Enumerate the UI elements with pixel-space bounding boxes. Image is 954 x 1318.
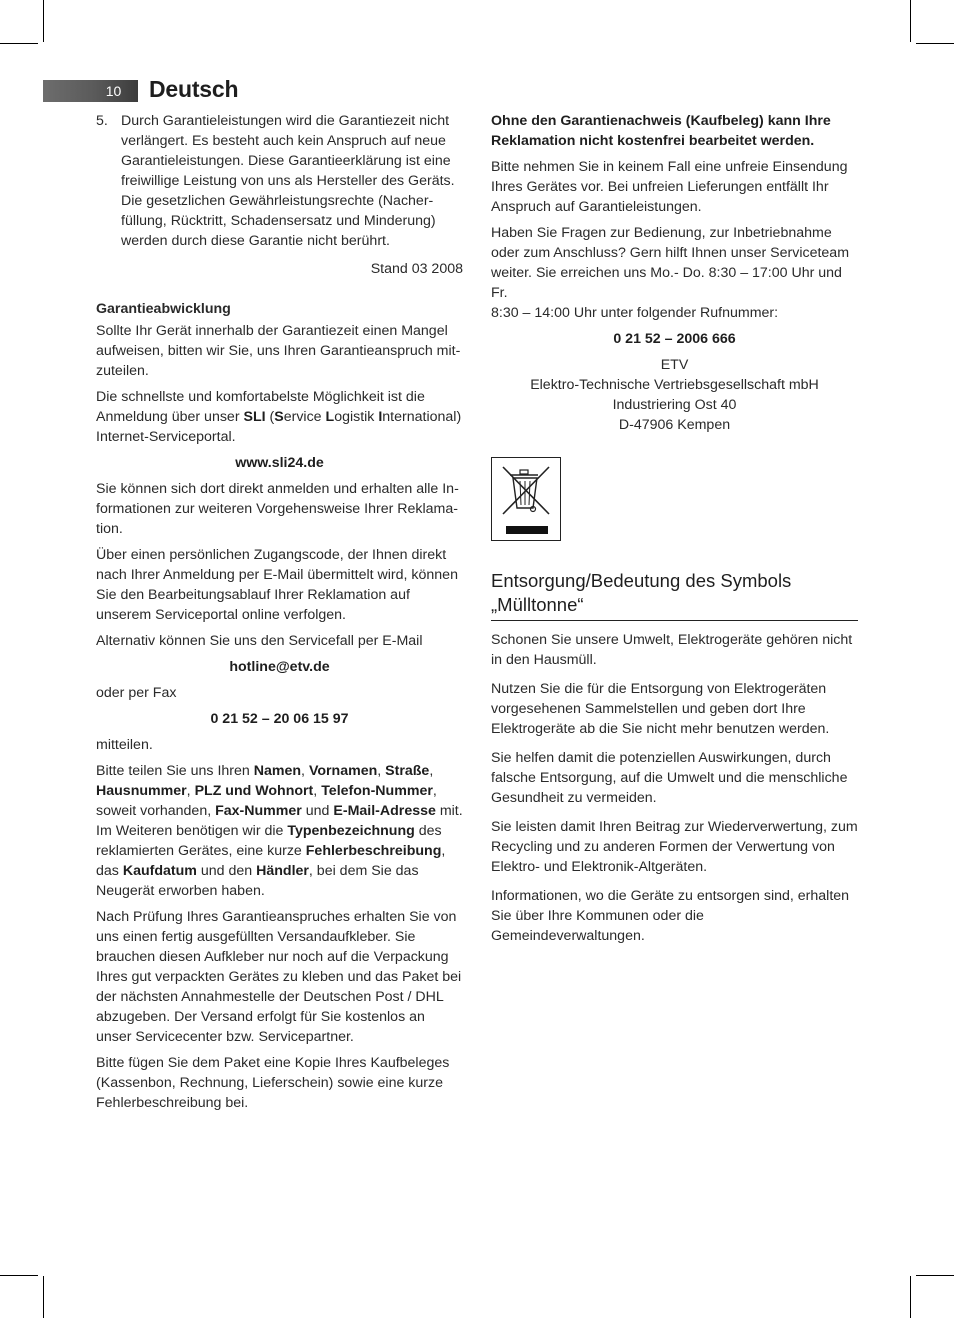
page-number: 10: [105, 83, 122, 99]
item-number: 5.: [96, 113, 108, 129]
receipt-note: Ohne den Garantienachweis (Kaufbeleg) kann Ihre Reklamation nicht kostenfrei bearbeitet werden.: [491, 113, 831, 149]
paragraph: Alternativ können Sie uns den Servicefall per E-Mail: [96, 633, 423, 649]
weee-symbol: [491, 457, 561, 541]
crop-mark: [0, 43, 38, 44]
crop-mark: [910, 0, 911, 42]
paragraph: Bitte nehmen Sie in keinem Fall eine unfreie Einsendung Ihres Gerätes vor. Bei unfreien Lieferungen entfällt Ihr Anspruch auf Garantieleistungen.: [491, 159, 848, 215]
paragraph: oder per Fax: [96, 685, 177, 701]
paragraph-sli: Die schnellste und komfortabelste Möglichkeit ist die Anmeldung über unser SLI (Service Logistik International) Internet-Serviceportal.: [96, 389, 462, 445]
paragraph: Informationen, wo die Geräte zu entsorgen sind, erhalten Sie über Ihre Kommunen oder die Gemeindeverwaltungen.: [491, 888, 850, 944]
warranty-item-5: [96, 111, 463, 251]
company-short: ETV: [660, 357, 689, 373]
paragraph: Sie können sich dort direkt anmelden und erhalten alle Informationen zur weiteren Vorgehensweise Ihrer Reklamation.: [96, 481, 459, 537]
paragraph: Nach Prüfung Ihres Garantieanspruches erhalten Sie von uns einen fertig ausgefüllten Versandaufkleber. Sie brauchen diesen Aufkleber nur noch auf die Verpackung Ihres gut verpackten Gerätes zu kleben und das Paket bei der nächsten Annahmestelle der Deutschen Post / DHL abzugeben. Der Versand erfolgt für Sie kostenlos an unser Servicecenter bzw. Servicepartner.: [96, 909, 462, 1045]
paragraph: Bitte fügen Sie dem Paket eine Kopie Ihres Kaufbeleges (Kassenbon, Rechnung, Lieferschein) sowie eine kurze Fehlerbeschreibung bei.: [96, 1055, 450, 1111]
paragraph-required-info: Bitte teilen Sie uns Ihren Namen, Vornamen, Straße, Hausnummer, PLZ und Wohnort, Telefon-Nummer, soweit vorhanden, Fax-Nummer und E-Mail-Adresse mit. Im Weiteren benötigen wir die Typenbezeichnung des reklamierten Gerätes, eine kurze Fehlerbeschreibung, das Kaufdatum und den Händler, bei dem Sie das Neugerät erworben haben.: [96, 763, 463, 899]
company-city: D-47906 Kempen: [618, 417, 731, 433]
crop-mark: [910, 1276, 911, 1318]
paragraph: Sie leisten damit Ihren Beitrag zur Wiederverwertung, zum Recycling und zu anderen Formen der Verwertung von Elektro- und Elektronik-Altgeräten.: [491, 819, 858, 875]
section-title: Entsorgung/Bedeutung des Symbols „Mülltonne“: [491, 569, 858, 621]
hotline-email-link[interactable]: hotline@etv.de: [229, 659, 330, 675]
paragraph: Nutzen Sie die für die Entsorgung von Elektrogeräten vorgesehenen Sammelstellen und geben dort Ihre Elektrogeräte ab die Sie nicht mehr benutzen werden.: [491, 681, 830, 737]
sli-url-link[interactable]: www.sli24.de: [235, 455, 324, 471]
service-phone: 0 21 52 – 2006 666: [613, 331, 736, 347]
crossed-bin-icon: [492, 458, 559, 539]
paragraph: Sie helfen damit die potenziellen Auswirkungen, durch falsche Entsorgung, auf die Umwelt und die menschliche Gesundheit zu vermeiden.: [491, 750, 848, 806]
right-column: [491, 111, 858, 952]
crop-mark: [43, 1276, 44, 1318]
crop-mark: [916, 43, 954, 44]
paragraph: Schonen Sie unsere Umwelt, Elektrogeräte gehören nicht in den Hausmüll.: [491, 632, 853, 668]
stand-date: Stand 03 2008: [370, 261, 463, 277]
company-street: Industriering Ost 40: [612, 397, 737, 413]
item-text: Durch Garantieleistungen wird die Garantiezeit nicht verlängert. Es besteht auch kein Anspruch auf neue Garantieleistungen. Diese Garantieerklärung ist eine freiwillige Leistung von uns als Hersteller des Geräts. Die gesetzlichen Gewährleistungsrechte (Nacherfüllung, Rücktritt, Schadensersatz und Minderung) werden durch diese Garantie nicht berührt.: [121, 113, 455, 249]
crop-mark: [43, 0, 44, 42]
left-column: [96, 111, 463, 1119]
paragraph: mitteilen.: [96, 737, 153, 753]
company-address: [491, 355, 858, 435]
crop-mark: [916, 1275, 954, 1276]
paragraph: Sollte Ihr Gerät innerhalb der Garantiezeit einen Mangel aufweisen, bitten wir Sie, uns Ihren Garantieanspruch mitzuteilen.: [96, 323, 461, 379]
paragraph: Über einen persönlichen Zugangscode, der Ihnen direkt nach Ihrer Anmeldung per E-Mail übermittelt wird, können Sie den Bearbeitungsablauf Ihrer Reklamation auf unserem Serviceportal online verfolgen.: [96, 547, 458, 623]
paragraph-service-hours: Haben Sie Fragen zur Bedienung, zur Inbetriebnahme oder zum Anschluss? Gern hilft Ihnen unser Serviceteam weiter. Sie erreichen uns Mo.- Do. 8:30 – 17:00 Uhr und Fr. 8:30 – 14:00 Uhr unter folgender Rufnummer:: [491, 225, 850, 321]
crop-mark: [0, 1275, 38, 1276]
fax-number: 0 21 52 – 20 06 15 97: [210, 711, 349, 727]
garantie-heading: Garantieabwicklung: [96, 301, 231, 317]
company-full: Elektro-Technische Vertriebsgesellschaft mbH: [530, 377, 819, 393]
page-title: Deutsch: [149, 76, 239, 102]
